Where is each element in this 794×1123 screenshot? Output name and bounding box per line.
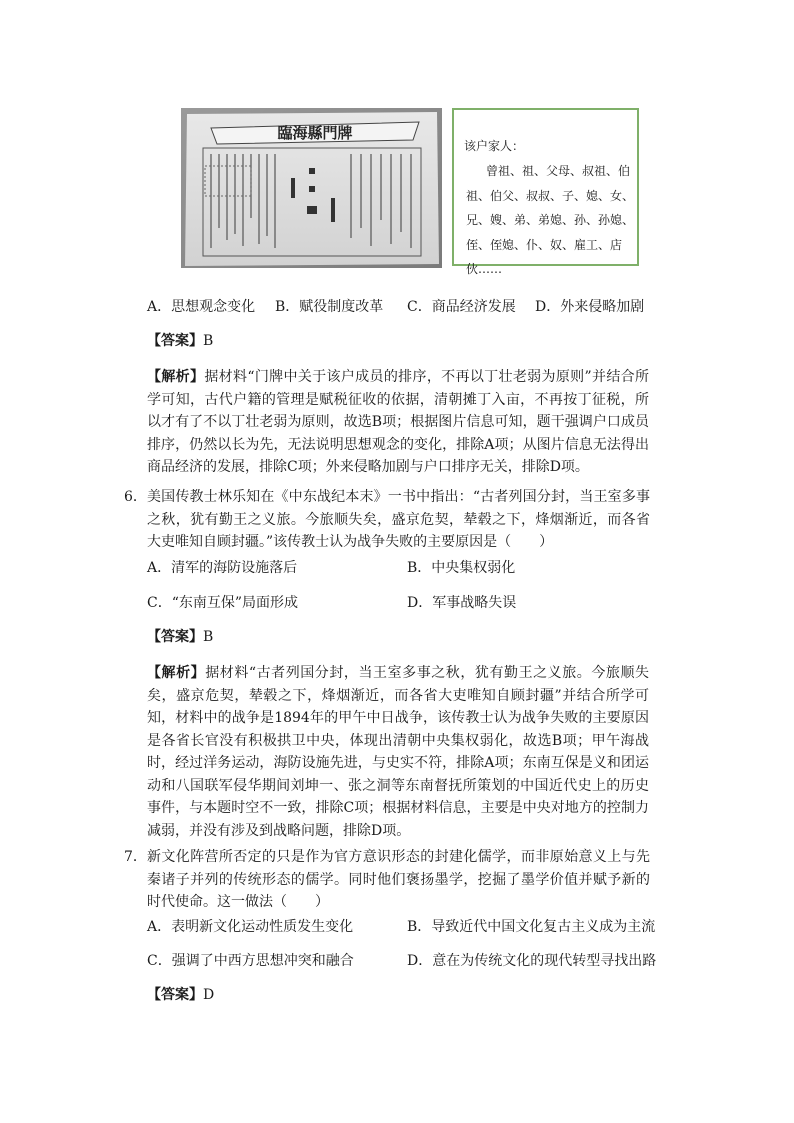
q5-answer-value: B — [203, 333, 214, 349]
q7-option-d: D．意在为传统文化的现代转型寻找出路 — [407, 953, 657, 969]
household-members-box — [452, 108, 639, 276]
q5-answer — [147, 330, 213, 352]
q5-analysis-tag: 【解析】 — [147, 369, 205, 385]
q6-option-d: D．军事战略失误 — [407, 595, 517, 611]
q6-answer-tag: 【答案】 — [147, 629, 203, 645]
door-plate-image — [181, 108, 442, 268]
household-members-text: 曾祖、祖、父母、叔祖、伯祖、伯父、叔叔、子、媳、女、兄、嫂、弟、弟媳、孙、孙媳、侄、侄媳、仆、奴、雇工、店伙…… — [466, 164, 635, 276]
q5-option-c: C．商品经济发展 — [407, 299, 516, 315]
household-title: 该户家人： — [464, 139, 525, 153]
q7-stem: 新文化阵营所否定的只是作为官方意识形态的封建化儒学，而非原始意义上与先秦诸子并列的传统形态的儒学。同时他们褒扬墨学，挖掘了墨学价值并赋予新的时代使命。这一做法（ ） — [147, 849, 650, 910]
q6-option-c: C．“东南互保”局面形成 — [147, 595, 299, 611]
q7-option-a: A．表明新文化运动性质发生变化 — [147, 919, 354, 935]
q5-analysis — [147, 366, 649, 479]
q6-option-a: A．清军的海防设施落后 — [147, 560, 298, 576]
q6-option-b: B．中央集权弱化 — [407, 560, 516, 576]
q5-option-d: D．外来侵略加剧 — [535, 299, 645, 315]
q5-answer-tag: 【答案】 — [147, 333, 203, 349]
q5-analysis-text: 据材料“门牌中关于该户成员的排序，不再以丁壮老弱为原则”并结合所学可知，古代户籍的管理是赋税征收的依据，清朝摊丁入亩，不再按丁征税，所以才有了不以丁壮老弱为原则，故选B项；根据图片信息可知，题干强调户口成员排序，仍然以长为先，无法说明思想观念的变化，排除A项；从图片信息无法得出商品经济的发展，排除C项；外来侵略加剧与户口排序无关，排除D项。 — [147, 369, 649, 475]
q6-answer-value: B — [203, 629, 214, 645]
q5-option-b: B．赋役制度改革 — [275, 299, 384, 315]
q6-number: 6． — [124, 489, 147, 505]
q6-analysis — [147, 662, 649, 842]
q6-stem: 美国传教士林乐知在《中东战纪本末》一书中指出：“古者列国分封，当王室多事之秋，犹有勤王之义旅。今旅顺失矣，盛京危契，辇毂之下，烽烟渐近，而各省大吏唯知自顾封疆。”该传教士认为战争失败的主要原因是（ ） — [147, 489, 650, 550]
q6-answer — [147, 626, 213, 648]
q7-option-c: C．强调了中西方思想冲突和融合 — [147, 953, 354, 969]
q7-answer-tag: 【答案】 — [147, 987, 203, 1003]
q7-answer — [147, 984, 214, 1006]
q5-option-a: A．思想观念变化 — [147, 299, 256, 315]
photo-sign-title: 臨海縣門牌 — [277, 124, 353, 142]
q7-answer-value: D — [203, 987, 215, 1003]
q7-option-b: B．导致近代中国文化复古主义成为主流 — [407, 919, 656, 935]
q6-analysis-text: 据材料“古者列国分封，当王室多事之秋，犹有勤王之义旅。今旅顺失矣，盛京危契，辇毂之下，烽烟渐近，而各省大吏唯知自顾封疆”并结合所学可知，材料中的战争是1894年的甲午中日战争，该传教士认为战争失败的主要原因是各省长官没有积极拱卫中央，体现出清朝中央集权弱化，故选B项；甲午海战时，经过洋务运动，海防设施先进，与史实不符，排除A项；东南互保是义和团运动和八国联军侵华期间刘坤一、张之洞等东南督抚所策划的中国近代史上的历史事件，与本题时空不一致，排除C项；根据材料信息，主要是中央对地方的控制力减弱，并没有涉及到战略问题，排除D项。 — [147, 665, 650, 839]
q7-number: 7． — [124, 849, 147, 865]
door-plate-photo — [181, 108, 442, 268]
q6-analysis-tag: 【解析】 — [147, 665, 206, 681]
